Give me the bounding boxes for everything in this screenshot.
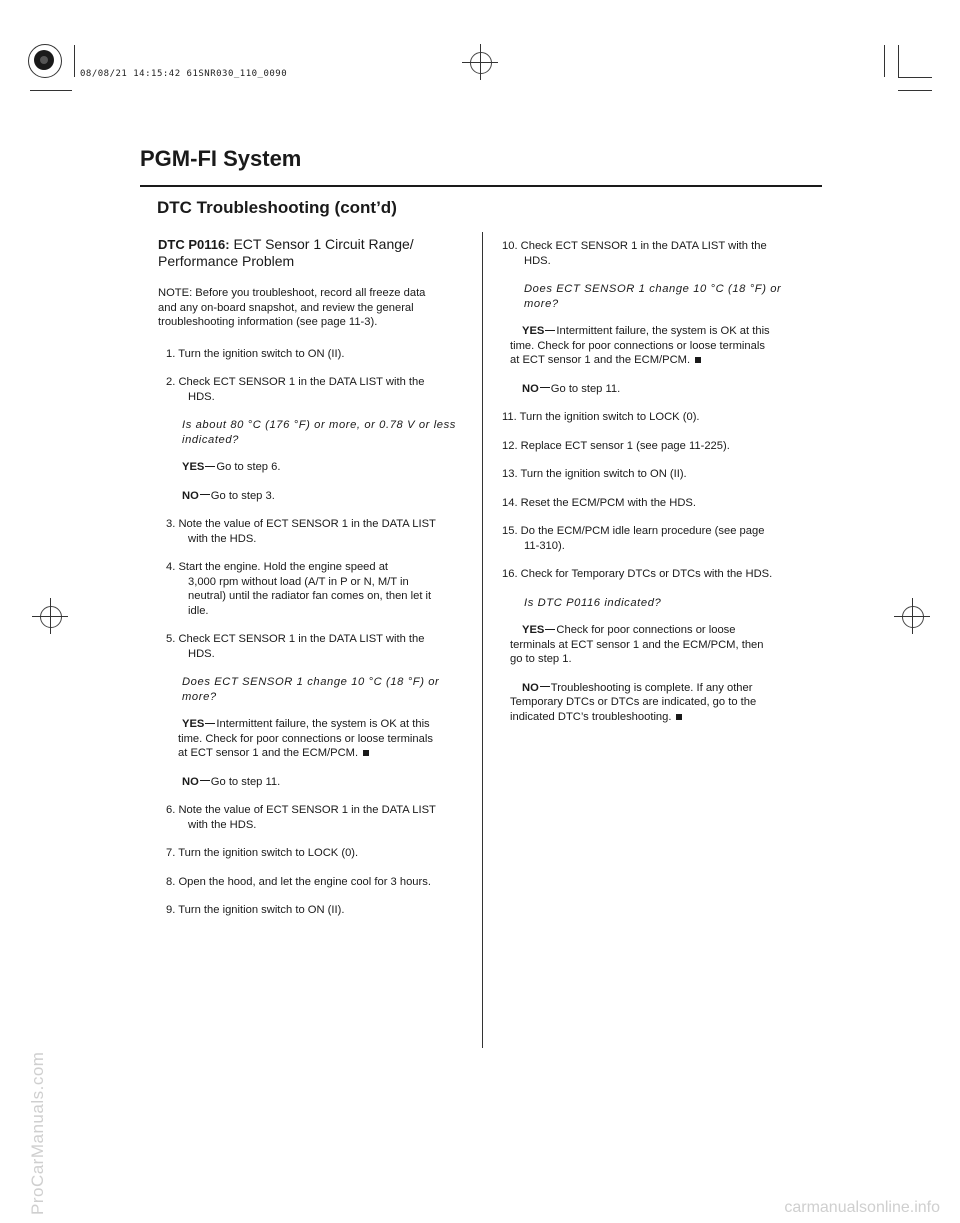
- note-line: troubleshooting information (see page 11-3).: [158, 316, 378, 328]
- step-10: [502, 239, 822, 268]
- note-line: NOTE: Before you troubleshoot, record all freeze data: [158, 287, 426, 299]
- step-12: 12. Replace ECT sensor 1 (see page 11-225).: [502, 439, 730, 452]
- answer-text: Go to step 6.: [216, 461, 281, 473]
- step-line: idle.: [188, 604, 209, 617]
- step-2: [158, 375, 478, 404]
- crop-mark: [898, 90, 932, 91]
- note-paragraph: [158, 286, 478, 330]
- answer-text: Troubleshooting is complete. If any other: [550, 681, 753, 694]
- answer-text: time. Check for poor connections or loose terminals: [178, 732, 433, 745]
- step-8: 8. Open the hood, and let the engine cool for 3 hours.: [166, 875, 431, 888]
- answer-text: Go to step 11.: [550, 382, 621, 395]
- answer-text: terminals at ECT sensor 1 and the ECM/PCM, then: [510, 638, 764, 651]
- no-label: NO: [522, 681, 539, 694]
- step-line: 2. Check ECT SENSOR 1 in the DATA LIST with the: [166, 376, 425, 388]
- question-line: indicated?: [182, 433, 240, 446]
- yes-label: YES: [522, 624, 545, 636]
- step-1: 1. Turn the ignition switch to ON (II).: [166, 347, 345, 360]
- question-5: [158, 675, 478, 704]
- question-10: [502, 282, 822, 311]
- step-16: 16. Check for Temporary DTCs or DTCs with the HDS.: [502, 568, 773, 580]
- answer-yes-16: [502, 623, 822, 667]
- no-label: NO: [182, 489, 199, 502]
- question-2: [158, 418, 478, 447]
- answer-yes-2: [158, 460, 478, 475]
- answer-text: Temporary DTCs or DTCs are indicated, go to the: [510, 696, 757, 708]
- dash: [540, 686, 550, 687]
- answer-no-16: [502, 681, 822, 725]
- footer-watermark[interactable]: carmanualsonline.info: [784, 1199, 940, 1216]
- dash: [545, 330, 555, 331]
- title-rule: [140, 185, 822, 187]
- side-target-mark: [894, 616, 930, 617]
- answer-text: Intermittent failure, the system is OK at this: [216, 718, 430, 730]
- question-16: Is DTC P0116 indicated?: [524, 596, 662, 609]
- answer-text: Go to step 3.: [210, 489, 275, 502]
- center-target-mark: [470, 52, 492, 74]
- step-14: 14. Reset the ECM/PCM with the HDS.: [502, 496, 696, 509]
- step-15: [502, 524, 822, 553]
- answer-yes-5: [158, 717, 478, 761]
- no-label: NO: [522, 382, 539, 395]
- answer-no-10: [502, 382, 822, 397]
- answer-text: Check for poor connections or loose: [556, 624, 736, 636]
- dtc-heading: [158, 236, 478, 269]
- side-target-mark: [40, 606, 62, 628]
- print-meta: 08/08/21 14:15:42 61SNR030_110_0090: [80, 69, 288, 79]
- crop-mark: [30, 90, 72, 91]
- step-line: HDS.: [188, 647, 215, 660]
- center-target-mark: [462, 62, 498, 63]
- yes-label: YES: [522, 325, 545, 337]
- step-line: 5. Check ECT SENSOR 1 in the DATA LIST with the: [166, 633, 425, 645]
- side-target-mark: [32, 616, 68, 617]
- question-line: more?: [182, 690, 217, 703]
- step-line: 6. Note the value of ECT SENSOR 1 in the DATA LIST: [166, 804, 436, 816]
- step-13: 13. Turn the ignition switch to ON (II).: [502, 468, 687, 480]
- yes-label: YES: [182, 461, 205, 473]
- step-line: 15. Do the ECM/PCM idle learn procedure (see page: [502, 525, 765, 537]
- dash: [205, 466, 215, 467]
- crop-mark: [884, 45, 885, 77]
- step-9: 9. Turn the ignition switch to ON (II).: [166, 904, 345, 916]
- step-3: [158, 517, 478, 546]
- question-line: Does ECT SENSOR 1 change 10 °C (18 °F) or: [182, 676, 440, 688]
- dash: [205, 723, 215, 724]
- step-line: with the HDS.: [188, 818, 257, 831]
- question-line: Is about 80 °C (176 °F) or more, or 0.78 V or less: [182, 419, 456, 431]
- step-line: HDS.: [188, 390, 215, 403]
- dash: [200, 494, 210, 495]
- answer-yes-10: [502, 324, 822, 368]
- side-target-mark: [902, 606, 924, 628]
- end-square-icon: [695, 357, 701, 363]
- column-divider: [482, 232, 483, 1048]
- end-square-icon: [676, 714, 682, 720]
- note-line: and any on-board snapshot, and review the general: [158, 301, 414, 314]
- section-subtitle: DTC Troubleshooting (cont’d): [157, 198, 397, 217]
- answer-no-2: [158, 489, 478, 504]
- yes-label: YES: [182, 718, 205, 730]
- step-line: HDS.: [524, 254, 551, 267]
- side-watermark: ProCarManuals.com: [28, 1051, 47, 1215]
- answer-text: Go to step 11.: [210, 775, 281, 788]
- answer-text: time. Check for poor connections or loose terminals: [510, 339, 765, 352]
- step-line: 4. Start the engine. Hold the engine speed at: [166, 561, 389, 573]
- step-line: 10. Check ECT SENSOR 1 in the DATA LIST with the: [502, 240, 767, 252]
- crop-mark: [898, 45, 899, 77]
- left-column: [158, 236, 478, 918]
- step-7: 7. Turn the ignition switch to LOCK (0).: [166, 847, 359, 859]
- crop-mark: [74, 45, 75, 77]
- step-line: 3,000 rpm without load (A/T in P or N, M/T in: [188, 575, 409, 588]
- step-line: 3. Note the value of ECT SENSOR 1 in the DATA LIST: [166, 518, 436, 530]
- step-line: with the HDS.: [188, 532, 257, 545]
- step-line: neutral) until the radiator fan comes on, then let it: [188, 590, 432, 602]
- step-line: 11-310).: [524, 539, 565, 552]
- step-5: [158, 632, 478, 661]
- step-11: 11. Turn the ignition switch to LOCK (0).: [502, 411, 700, 423]
- dash: [540, 387, 550, 388]
- right-column: [502, 239, 822, 724]
- end-square-icon: [363, 750, 369, 756]
- dtc-description: ECT Sensor 1 Circuit Range/: [233, 236, 414, 252]
- no-label: NO: [182, 775, 199, 788]
- answer-text: indicated DTC’s troubleshooting.: [510, 710, 672, 723]
- answer-text: Intermittent failure, the system is OK at this: [556, 325, 770, 337]
- step-6: [158, 803, 478, 832]
- dash: [200, 780, 210, 781]
- registration-mark-dot: [40, 56, 48, 64]
- dash: [545, 629, 555, 630]
- page-title: PGM-FI System: [140, 146, 302, 171]
- answer-no-5: [158, 775, 478, 790]
- dtc-code: DTC P0116:: [158, 237, 230, 252]
- answer-text: at ECT sensor 1 and the ECM/PCM.: [510, 354, 691, 366]
- answer-text: at ECT sensor 1 and the ECM/PCM.: [178, 747, 359, 759]
- crop-mark: [898, 77, 932, 78]
- answer-text: go to step 1.: [510, 653, 572, 665]
- step-4: [158, 560, 478, 618]
- question-line: more?: [524, 297, 559, 310]
- question-line: Does ECT SENSOR 1 change 10 °C (18 °F) or: [524, 283, 782, 295]
- dtc-description-2: Performance Problem: [158, 253, 295, 269]
